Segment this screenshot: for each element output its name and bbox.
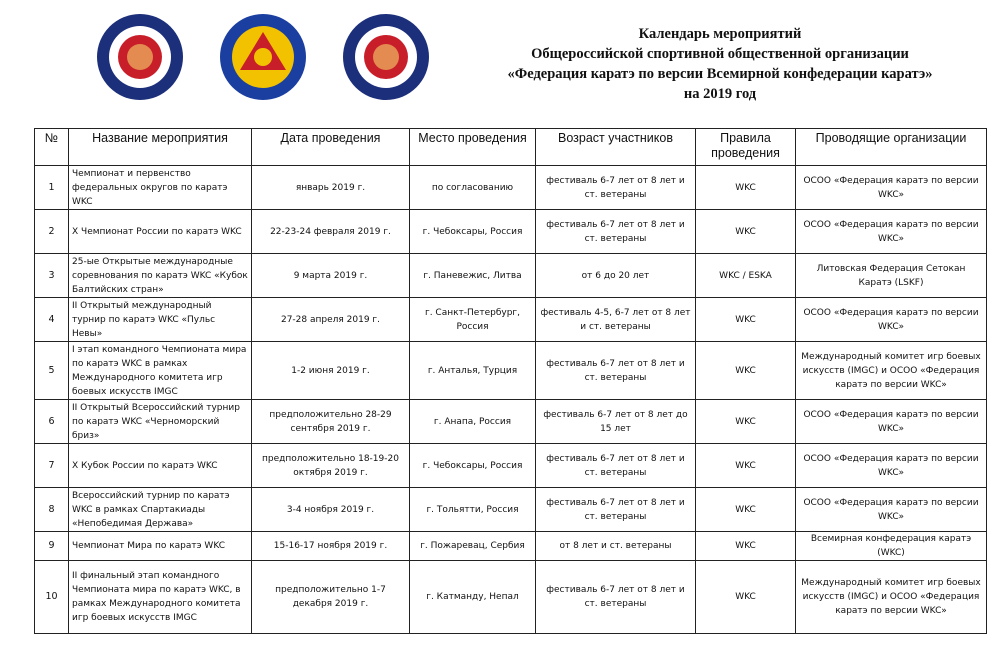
cell-date: предположительно 28-29 сентября 2019 г. [252, 400, 410, 444]
cell-place: г. Санкт-Петербург, Россия [410, 298, 536, 342]
cell-event-name: X Чемпионат России по каратэ WKC [69, 210, 252, 254]
header-age: Возраст участников [536, 129, 696, 166]
cell-organizers: ОСОО «Федерация каратэ по версии WKC» [796, 400, 987, 444]
cell-organizers: ОСОО «Федерация каратэ по версии WKC» [796, 298, 987, 342]
cell-number: 8 [35, 488, 69, 532]
cell-number: 3 [35, 254, 69, 298]
cell-date: предположительно 1-7 декабря 2019 г. [252, 561, 410, 634]
cell-place: г. Паневежис, Литва [410, 254, 536, 298]
header-organizers: Проводящие организации [796, 129, 987, 166]
title-line-3: «Федерация каратэ по версии Всемирной конфедерации каратэ» [507, 66, 933, 82]
table-row [35, 298, 987, 342]
cell-event-name: II Открытый международный турнир по каратэ WKC «Пульс Невы» [69, 298, 252, 342]
cell-number: 4 [35, 298, 69, 342]
table-row [35, 532, 987, 561]
table-row [35, 210, 987, 254]
cell-organizers: ОСОО «Федерация каратэ по версии WKC» [796, 488, 987, 532]
cell-place: г. Пожаревац, Сербия [410, 532, 536, 561]
cell-number: 9 [35, 532, 69, 561]
cell-place: г. Катманду, Непал [410, 561, 536, 634]
cell-rules: WKC [696, 400, 796, 444]
cell-age: от 8 лет и ст. ветераны [536, 532, 696, 561]
cell-date: предположительно 18-19-20 октября 2019 г. [252, 444, 410, 488]
header-event-name: Название мероприятия [69, 129, 252, 166]
federation-karate-russia-logo [95, 12, 185, 102]
cell-age: фестиваль 6-7 лет от 8 лет и ст. ветераны [536, 342, 696, 400]
cell-rules: WKC [696, 488, 796, 532]
cell-number: 1 [35, 166, 69, 210]
cell-date: 1-2 июня 2019 г. [252, 342, 410, 400]
cell-date: 3-4 ноября 2019 г. [252, 488, 410, 532]
cell-place: г. Анталья, Турция [410, 342, 536, 400]
cell-date: январь 2019 г. [252, 166, 410, 210]
table-row [35, 400, 987, 444]
cell-age: фестиваль 6-7 лет от 8 лет и ст. ветераны [536, 488, 696, 532]
cell-event-name: Всероссийский турнир по каратэ WKC в рамках Спартакиады «Непобедимая Держава» [69, 488, 252, 532]
cell-rules: WKC [696, 210, 796, 254]
cell-organizers: ОСОО «Федерация каратэ по версии WKC» [796, 444, 987, 488]
cell-event-name: Чемпионат Мира по каратэ WKC [69, 532, 252, 561]
cell-place: г. Тольятти, Россия [410, 488, 536, 532]
table-row [35, 254, 987, 298]
cell-organizers: ОСОО «Федерация каратэ по версии WKC» [796, 166, 987, 210]
title-line-4: на 2019 год [683, 86, 757, 102]
table-header-row [35, 129, 987, 166]
cell-event-name: I этап командного Чемпионата мира по каратэ WKC в рамках Международного комитета игр боевых искусств IMGC [69, 342, 252, 400]
cell-rules: WKC / ESKA [696, 254, 796, 298]
table-row [35, 444, 987, 488]
cell-number: 5 [35, 342, 69, 400]
cell-rules: WKC [696, 298, 796, 342]
cell-organizers: Всемирная конфедерация каратэ (WKC) [796, 532, 987, 561]
cell-organizers: ОСОО «Федерация каратэ по версии WKC» [796, 210, 987, 254]
cell-rules: WKC [696, 532, 796, 561]
cell-event-name: II финальный этап командного Чемпионата мира по каратэ WKC, в рамках Международного комитета игр боевых искусств IMGC [69, 561, 252, 634]
header-place: Место проведения [410, 129, 536, 166]
table-row [35, 342, 987, 400]
cell-event-name: 25-ые Открытые международные соревнования по каратэ WKC «Кубок Балтийских стран» [69, 254, 252, 298]
cell-organizers: Литовская Федерация Сетокан Каратэ (LSKF) [796, 254, 987, 298]
header-number: № [35, 129, 69, 166]
cell-rules: WKC [696, 561, 796, 634]
cell-place: г. Чебоксары, Россия [410, 210, 536, 254]
cell-number: 2 [35, 210, 69, 254]
cell-rules: WKC [696, 166, 796, 210]
cell-place: г. Чебоксары, Россия [410, 444, 536, 488]
cell-event-name: II Открытый Всероссийский турнир по каратэ WKC «Черноморский бриз» [69, 400, 252, 444]
cell-number: 6 [35, 400, 69, 444]
cell-date: 15-16-17 ноября 2019 г. [252, 532, 410, 561]
cell-date: 9 марта 2019 г. [252, 254, 410, 298]
cell-age: фестиваль 6-7 лет от 8 лет до 15 лет [536, 400, 696, 444]
cell-number: 10 [35, 561, 69, 634]
table-row [35, 488, 987, 532]
header-rules: Правила проведения [696, 129, 796, 166]
cell-age: фестиваль 4-5, 6-7 лет от 8 лет и ст. ветераны [536, 298, 696, 342]
cell-rules: WKC [696, 342, 796, 400]
cell-event-name: X Кубок России по каратэ WKC [69, 444, 252, 488]
cell-age: от 6 до 20 лет [536, 254, 696, 298]
cell-date: 22-23-24 февраля 2019 г. [252, 210, 410, 254]
cell-age: фестиваль 6-7 лет от 8 лет и ст. ветераны [536, 166, 696, 210]
cell-number: 7 [35, 444, 69, 488]
events-table [34, 128, 987, 634]
cell-place: по согласованию [410, 166, 536, 210]
document-title [470, 24, 970, 104]
cell-event-name: Чемпионат и первенство федеральных округов по каратэ WKC [69, 166, 252, 210]
title-line-1: Календарь мероприятий [638, 26, 802, 42]
cell-age: фестиваль 6-7 лет от 8 лет и ст. ветераны [536, 561, 696, 634]
wkc-logo [341, 12, 431, 102]
title-line-2: Общероссийской спортивной общественной организации [531, 46, 909, 62]
cell-rules: WKC [696, 444, 796, 488]
header-date: Дата проведения [252, 129, 410, 166]
table-row [35, 561, 987, 634]
cell-place: г. Анапа, Россия [410, 400, 536, 444]
cell-date: 27-28 апреля 2019 г. [252, 298, 410, 342]
table-row [35, 166, 987, 210]
cell-organizers: Международный комитет игр боевых искусств (IMGC) и ОСОО «Федерация каратэ по версии WKC» [796, 561, 987, 634]
cell-age: фестиваль 6-7 лет от 8 лет и ст. ветераны [536, 444, 696, 488]
imgc-logo [218, 12, 308, 102]
logos [95, 12, 435, 112]
cell-organizers: Международный комитет игр боевых искусств (IMGC) и ОСОО «Федерация каратэ по версии WKC» [796, 342, 987, 400]
cell-age: фестиваль 6-7 лет от 8 лет и ст. ветераны [536, 210, 696, 254]
